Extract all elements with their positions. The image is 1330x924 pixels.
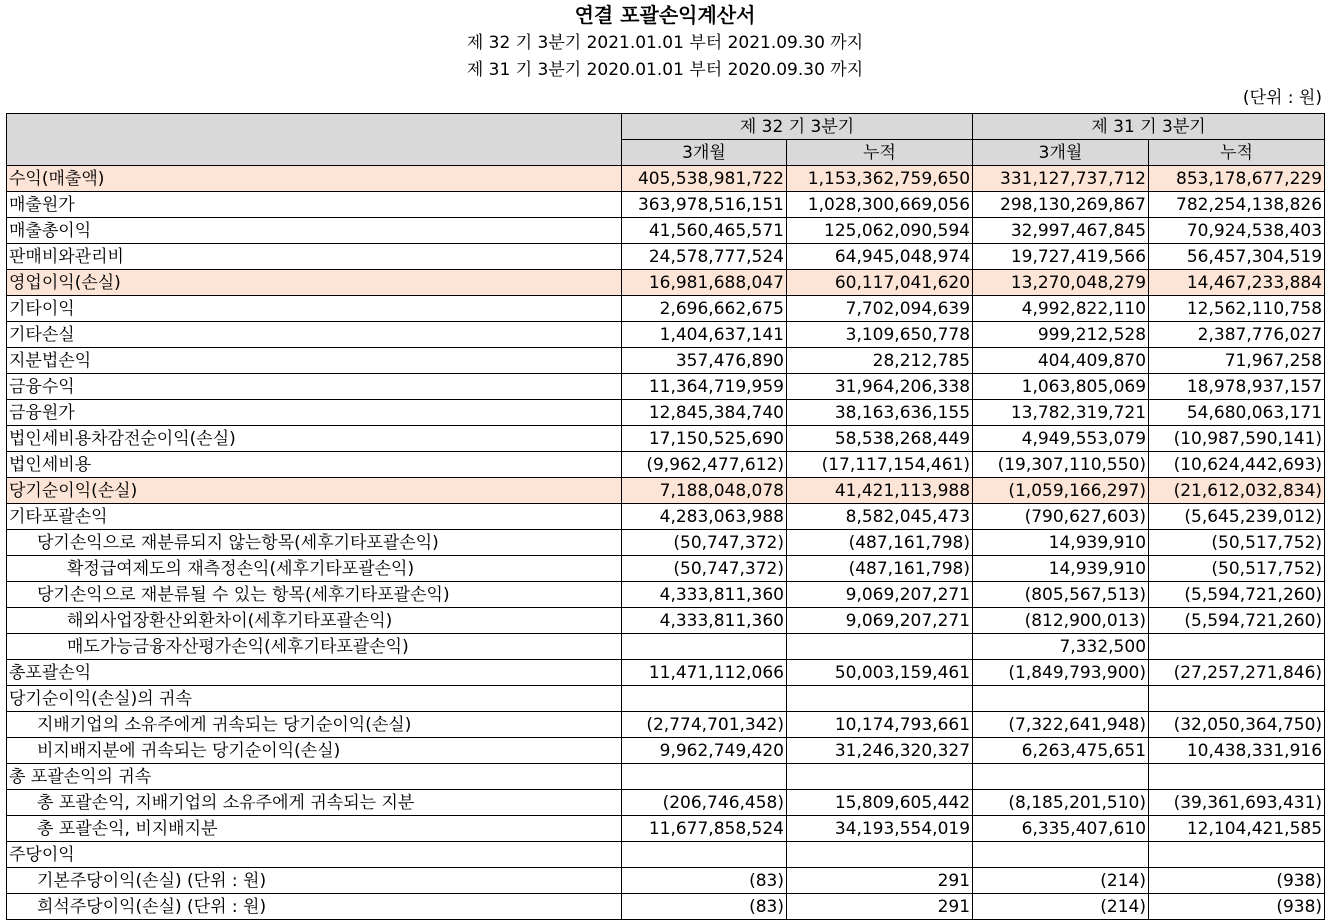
account-label: 지분법손익: [7, 348, 622, 374]
amount-cell: 12,104,421,585: [1149, 816, 1325, 842]
table-row: [7, 712, 1325, 738]
table-row: [7, 374, 1325, 400]
table-row: [7, 686, 1325, 712]
amount-cell: 291: [787, 868, 973, 894]
amount-cell: 8,582,045,473: [787, 504, 973, 530]
table-row: [7, 738, 1325, 764]
amount-cell: 60,117,041,620: [787, 270, 973, 296]
table-row: [7, 244, 1325, 270]
table-row: [7, 660, 1325, 686]
account-label: 기본주당이익(손실) (단위 : 원): [7, 868, 622, 894]
amount-cell: 71,967,258: [1149, 348, 1325, 374]
table-row: [7, 608, 1325, 634]
table-row: [7, 582, 1325, 608]
amount-cell: (5,645,239,012): [1149, 504, 1325, 530]
table-row: [7, 790, 1325, 816]
amount-cell: 4,333,811,360: [622, 608, 787, 634]
amount-cell: (21,612,032,834): [1149, 478, 1325, 504]
amount-cell: [973, 764, 1149, 790]
account-label: 매도가능금융자산평가손익(세후기타포괄손익): [7, 634, 622, 660]
amount-cell: 17,150,525,690: [622, 426, 787, 452]
amount-cell: (206,746,458): [622, 790, 787, 816]
amount-cell: 9,069,207,271: [787, 608, 973, 634]
amount-cell: 3,109,650,778: [787, 322, 973, 348]
amount-cell: 14,467,233,884: [1149, 270, 1325, 296]
amount-cell: 13,782,319,721: [973, 400, 1149, 426]
amount-cell: (487,161,798): [787, 530, 973, 556]
amount-cell: 70,924,538,403: [1149, 218, 1325, 244]
amount-cell: 6,263,475,651: [973, 738, 1149, 764]
amount-cell: (32,050,364,750): [1149, 712, 1325, 738]
table-row: [7, 400, 1325, 426]
account-label: 판매비와관리비: [7, 244, 622, 270]
table-row: [7, 894, 1325, 920]
amount-cell: [622, 842, 787, 868]
unit-label: (단위 : 원): [1242, 88, 1322, 108]
amount-cell: 331,127,737,712: [973, 166, 1149, 192]
table-row: [7, 556, 1325, 582]
amount-cell: 64,945,048,974: [787, 244, 973, 270]
table-row: [7, 426, 1325, 452]
table-row: [7, 218, 1325, 244]
amount-cell: 13,270,048,279: [973, 270, 1149, 296]
amount-cell: [1149, 764, 1325, 790]
amount-cell: (50,747,372): [622, 556, 787, 582]
amount-cell: 4,992,822,110: [973, 296, 1149, 322]
table-row: [7, 634, 1325, 660]
amount-cell: (5,594,721,260): [1149, 608, 1325, 634]
amount-cell: (10,987,590,141): [1149, 426, 1325, 452]
table-row: [7, 478, 1325, 504]
amount-cell: 10,174,793,661: [787, 712, 973, 738]
account-label: 당기손익으로 재분류되지 않는항목(세후기타포괄손익): [7, 530, 622, 556]
amount-cell: 7,188,048,078: [622, 478, 787, 504]
amount-cell: 11,471,112,066: [622, 660, 787, 686]
amount-cell: 18,978,937,157: [1149, 374, 1325, 400]
amount-cell: (8,185,201,510): [973, 790, 1149, 816]
account-label: 희석주당이익(손실) (단위 : 원): [7, 894, 622, 920]
account-label: 금융원가: [7, 400, 622, 426]
amount-cell: (805,567,513): [973, 582, 1149, 608]
amount-cell: (790,627,603): [973, 504, 1149, 530]
account-label: 총 포괄손익의 귀속: [7, 764, 622, 790]
amount-cell: 6,335,407,610: [973, 816, 1149, 842]
amount-cell: (214): [973, 868, 1149, 894]
amount-cell: 16,981,688,047: [622, 270, 787, 296]
amount-cell: (19,307,110,550): [973, 452, 1149, 478]
amount-cell: (7,322,641,948): [973, 712, 1149, 738]
table-row: [7, 166, 1325, 192]
table-row: [7, 452, 1325, 478]
account-label: 주당이익: [7, 842, 622, 868]
header-row-periods: [7, 114, 1325, 140]
account-label: 법인세비용차감전순이익(손실): [7, 426, 622, 452]
amount-cell: 31,964,206,338: [787, 374, 973, 400]
account-label: 총포괄손익: [7, 660, 622, 686]
amount-cell: (17,117,154,461): [787, 452, 973, 478]
amount-cell: [1149, 634, 1325, 660]
amount-cell: 32,997,467,845: [973, 218, 1149, 244]
amount-cell: 363,978,516,151: [622, 192, 787, 218]
amount-cell: [622, 764, 787, 790]
table-body: [7, 166, 1325, 920]
account-label: 매출총이익: [7, 218, 622, 244]
statement-title: 연결 포괄손익계산서: [574, 3, 756, 27]
amount-cell: [622, 686, 787, 712]
amount-cell: 24,578,777,524: [622, 244, 787, 270]
amount-cell: 2,387,776,027: [1149, 322, 1325, 348]
amount-cell: 4,949,553,079: [973, 426, 1149, 452]
account-label: 총 포괄손익, 지배기업의 소유주에게 귀속되는 지분: [7, 790, 622, 816]
account-label: 비지배지분에 귀속되는 당기순이익(손실): [7, 738, 622, 764]
amount-cell: [787, 634, 973, 660]
table-row: [7, 192, 1325, 218]
amount-cell: 19,727,419,566: [973, 244, 1149, 270]
amount-cell: 999,212,528: [973, 322, 1149, 348]
amount-cell: 12,845,384,740: [622, 400, 787, 426]
table-row: [7, 348, 1325, 374]
amount-cell: 56,457,304,519: [1149, 244, 1325, 270]
account-label: 총 포괄손익, 비지배지분: [7, 816, 622, 842]
amount-cell: 1,404,637,141: [622, 322, 787, 348]
table-row: [7, 842, 1325, 868]
account-label: 지배기업의 소유주에게 귀속되는 당기순이익(손실): [7, 712, 622, 738]
amount-cell: 9,069,207,271: [787, 582, 973, 608]
amount-cell: 28,212,785: [787, 348, 973, 374]
account-label: 해외사업장환산외환차이(세후기타포괄손익): [7, 608, 622, 634]
table-row: [7, 868, 1325, 894]
amount-cell: [787, 686, 973, 712]
amount-cell: 4,333,811,360: [622, 582, 787, 608]
amount-cell: 291: [787, 894, 973, 920]
amount-cell: (214): [973, 894, 1149, 920]
table-row: [7, 530, 1325, 556]
amount-cell: 4,283,063,988: [622, 504, 787, 530]
amount-cell: (487,161,798): [787, 556, 973, 582]
amount-cell: 405,538,981,722: [622, 166, 787, 192]
period-current: 제 32 기 3분기 2021.01.01 부터 2021.09.30 까지: [466, 33, 864, 53]
amount-cell: (10,624,442,693): [1149, 452, 1325, 478]
amount-cell: 58,538,268,449: [787, 426, 973, 452]
amount-cell: 1,153,362,759,650: [787, 166, 973, 192]
period-prior: 제 31 기 3분기 2020.01.01 부터 2020.09.30 까지: [466, 60, 864, 80]
header-cumulative-current: 누적: [787, 140, 973, 166]
amount-cell: (50,517,752): [1149, 556, 1325, 582]
amount-cell: [622, 634, 787, 660]
amount-cell: [787, 764, 973, 790]
table-row: [7, 296, 1325, 322]
amount-cell: 14,939,910: [973, 556, 1149, 582]
amount-cell: (39,361,693,431): [1149, 790, 1325, 816]
amount-cell: [1149, 842, 1325, 868]
account-label: 영업이익(손실): [7, 270, 622, 296]
amount-cell: 41,560,465,571: [622, 218, 787, 244]
amount-cell: 404,409,870: [973, 348, 1149, 374]
header-cumulative-prior: 누적: [1149, 140, 1325, 166]
amount-cell: 11,364,719,959: [622, 374, 787, 400]
account-label: 당기순이익(손실)의 귀속: [7, 686, 622, 712]
amount-cell: (50,517,752): [1149, 530, 1325, 556]
amount-cell: 38,163,636,155: [787, 400, 973, 426]
amount-cell: (1,849,793,900): [973, 660, 1149, 686]
amount-cell: 14,939,910: [973, 530, 1149, 556]
amount-cell: [973, 686, 1149, 712]
account-label: 매출원가: [7, 192, 622, 218]
amount-cell: (5,594,721,260): [1149, 582, 1325, 608]
header-account: [7, 114, 622, 166]
header-period-31: 제 31 기 3분기: [973, 114, 1325, 140]
amount-cell: 357,476,890: [622, 348, 787, 374]
amount-cell: [1149, 686, 1325, 712]
amount-cell: 298,130,269,867: [973, 192, 1149, 218]
amount-cell: (9,962,477,612): [622, 452, 787, 478]
amount-cell: 15,809,605,442: [787, 790, 973, 816]
table-row: [7, 270, 1325, 296]
amount-cell: 7,702,094,639: [787, 296, 973, 322]
amount-cell: 34,193,554,019: [787, 816, 973, 842]
amount-cell: 782,254,138,826: [1149, 192, 1325, 218]
account-label: 기타포괄손익: [7, 504, 622, 530]
header-3months-current: 3개월: [622, 140, 787, 166]
account-label: 기타손실: [7, 322, 622, 348]
header-period-32: 제 32 기 3분기: [622, 114, 973, 140]
table-row: [7, 322, 1325, 348]
account-label: 당기손익으로 재분류될 수 있는 항목(세후기타포괄손익): [7, 582, 622, 608]
account-label: 기타이익: [7, 296, 622, 322]
amount-cell: (83): [622, 868, 787, 894]
income-statement-table: [6, 113, 1325, 920]
amount-cell: 1,028,300,669,056: [787, 192, 973, 218]
amount-cell: 9,962,749,420: [622, 738, 787, 764]
amount-cell: [973, 842, 1149, 868]
amount-cell: (27,257,271,846): [1149, 660, 1325, 686]
amount-cell: 125,062,090,594: [787, 218, 973, 244]
account-label: 수익(매출액): [7, 166, 622, 192]
amount-cell: (938): [1149, 868, 1325, 894]
amount-cell: 11,677,858,524: [622, 816, 787, 842]
amount-cell: 7,332,500: [973, 634, 1149, 660]
amount-cell: (83): [622, 894, 787, 920]
amount-cell: (50,747,372): [622, 530, 787, 556]
table-row: [7, 504, 1325, 530]
amount-cell: 853,178,677,229: [1149, 166, 1325, 192]
amount-cell: 2,696,662,675: [622, 296, 787, 322]
amount-cell: 12,562,110,758: [1149, 296, 1325, 322]
amount-cell: 50,003,159,461: [787, 660, 973, 686]
amount-cell: 41,421,113,988: [787, 478, 973, 504]
amount-cell: (938): [1149, 894, 1325, 920]
account-label: 금융수익: [7, 374, 622, 400]
account-label: 확정급여제도의 재측정손익(세후기타포괄손익): [7, 556, 622, 582]
header-3months-prior: 3개월: [973, 140, 1149, 166]
account-label: 당기순이익(손실): [7, 478, 622, 504]
amount-cell: (812,900,013): [973, 608, 1149, 634]
amount-cell: 1,063,805,069: [973, 374, 1149, 400]
amount-cell: [787, 842, 973, 868]
table-row: [7, 816, 1325, 842]
amount-cell: 54,680,063,171: [1149, 400, 1325, 426]
amount-cell: 10,438,331,916: [1149, 738, 1325, 764]
amount-cell: (1,059,166,297): [973, 478, 1149, 504]
amount-cell: 31,246,320,327: [787, 738, 973, 764]
account-label: 법인세비용: [7, 452, 622, 478]
amount-cell: (2,774,701,342): [622, 712, 787, 738]
table-row: [7, 764, 1325, 790]
